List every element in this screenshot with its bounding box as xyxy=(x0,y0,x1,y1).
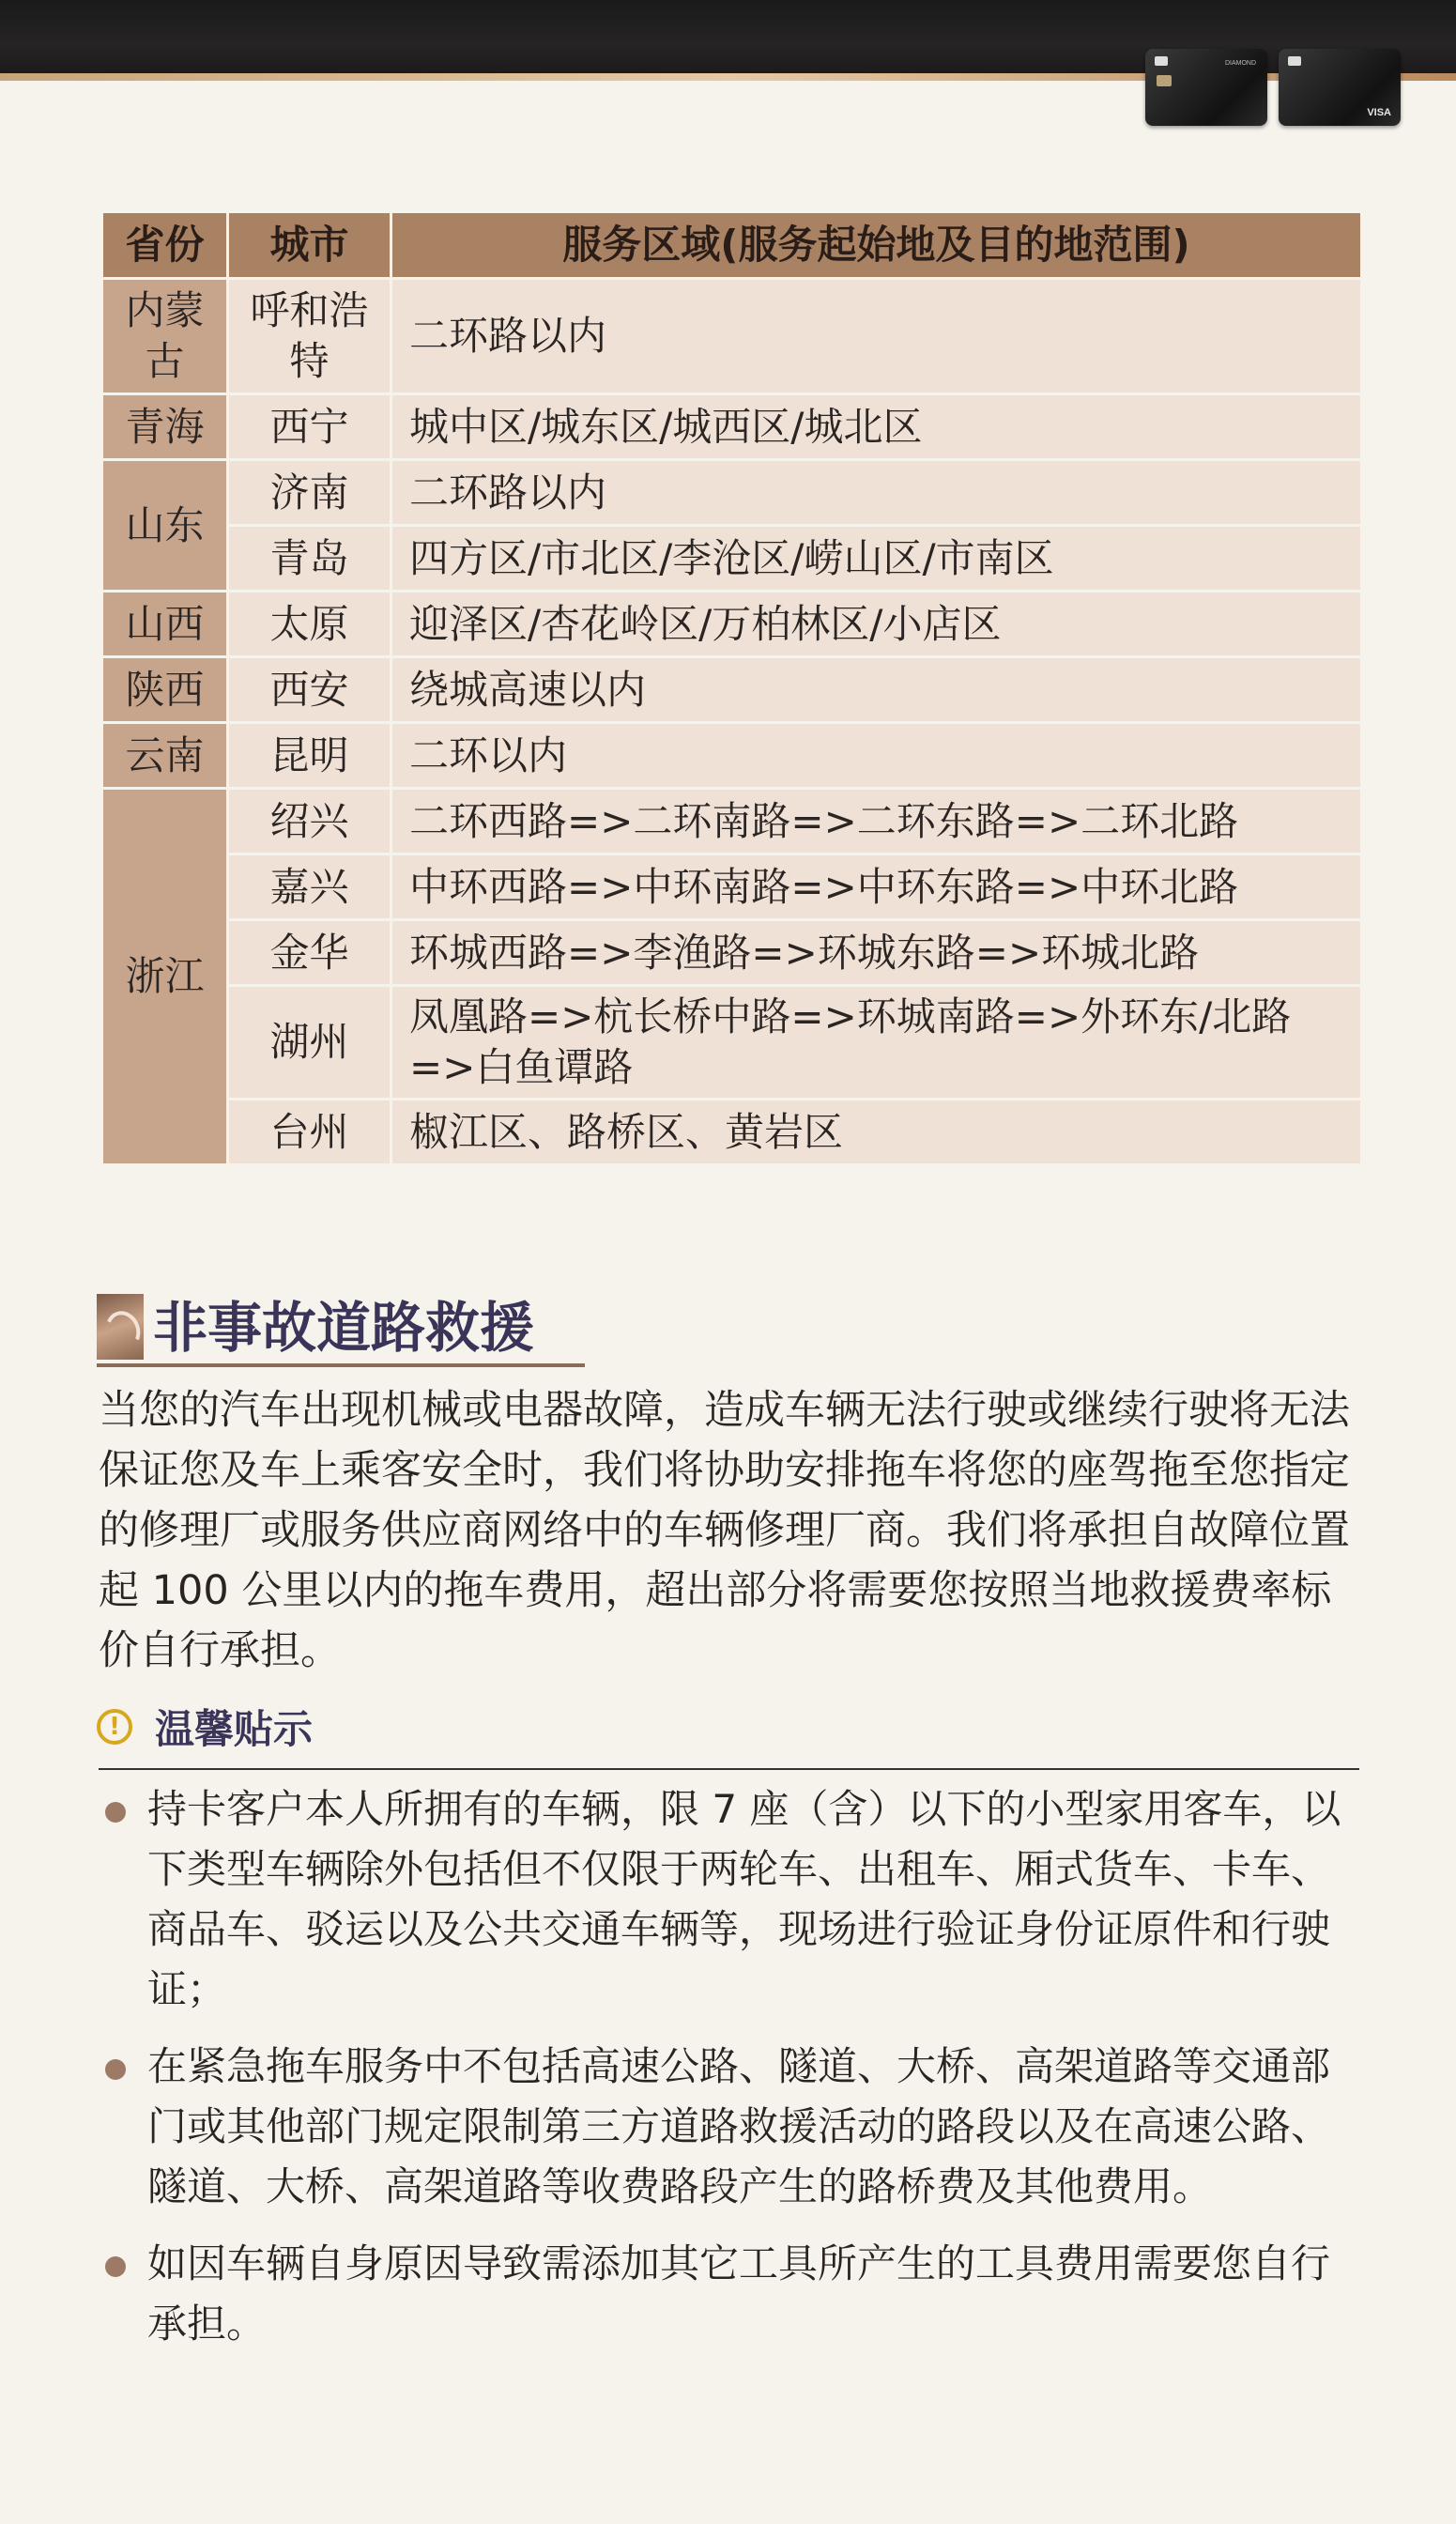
province-cell: 云南 xyxy=(102,723,228,789)
bullet-dot-icon xyxy=(105,1802,126,1823)
tip-text: 持卡客户本人所拥有的车辆，限 7 座（含）以下的小型家用客车，以下类型车辆除外包括但不仅限于两轮车、出租车、厢式货车、卡车、商品车、驳运以及公共交通车辆等，现场进行验证身份证原件和行驶证； xyxy=(147,1786,1341,2012)
city-cell: 西宁 xyxy=(228,394,391,460)
header-service-area: 服务区域(服务起始地及目的地范围) xyxy=(391,212,1362,279)
section-paragraph: 当您的汽车出现机械或电器故障，造成车辆无法行驶或继续行驶将无法保证您及车上乘客安全时，我们将协助安排拖车将您的座驾拖至您指定的修理厂或服务供应商网络中的车辆修理厂商。我们将承担自故障位置起 100 公里以内的拖车费用，超出部分将需要您按照当地救援费率标价自行承担。 xyxy=(99,1387,1350,1674)
table-row xyxy=(102,526,1362,592)
tip-text: 如因车辆自身原因导致需添加其它工具所产生的工具费用需要您自行承担。 xyxy=(147,2240,1331,2347)
table-row xyxy=(102,789,1362,854)
city-cell: 呼和浩特 xyxy=(228,279,391,394)
table-row xyxy=(102,920,1362,986)
list-item xyxy=(103,1779,1361,2020)
table-row xyxy=(102,854,1362,920)
city-cell: 太原 xyxy=(228,592,391,657)
tips-title: 温馨贴示 xyxy=(155,1706,314,1752)
service-area-table xyxy=(100,210,1363,1166)
visa-logo: VISA xyxy=(1367,107,1391,118)
province-cell: 内蒙古 xyxy=(102,279,228,394)
city-cell: 嘉兴 xyxy=(228,854,391,920)
table-row xyxy=(102,657,1362,723)
city-cell: 昆明 xyxy=(228,723,391,789)
tips-list xyxy=(103,1779,1361,2371)
area-cell: 四方区/市北区/李沧区/崂山区/市南区 xyxy=(391,526,1362,592)
area-cell: 绕城高速以内 xyxy=(391,657,1362,723)
province-cell: 浙江 xyxy=(102,789,228,1165)
exclamation-icon: ! xyxy=(97,1709,132,1745)
card-tier-label: DIAMOND xyxy=(1224,60,1256,67)
bank-logo-icon xyxy=(1155,56,1168,66)
table-row xyxy=(102,723,1362,789)
header-city: 城市 xyxy=(228,212,391,279)
area-cell: 椒江区、路桥区、黄岩区 xyxy=(391,1100,1362,1165)
table-row xyxy=(102,592,1362,657)
card-chip-icon xyxy=(1157,75,1172,86)
city-cell: 台州 xyxy=(228,1100,391,1165)
bullet-dot-icon xyxy=(105,2059,126,2080)
card-image-visa xyxy=(1279,49,1401,126)
bullet-dot-icon xyxy=(105,2256,126,2277)
list-item xyxy=(103,2037,1361,2217)
area-cell: 城中区/城东区/城西区/城北区 xyxy=(391,394,1362,460)
card-image-diamond xyxy=(1145,49,1267,126)
area-cell: 二环西路=>二环南路=>二环东路=>二环北路 xyxy=(391,789,1362,854)
area-cell: 二环路以内 xyxy=(391,460,1362,526)
area-cell: 迎泽区/杏花岭区/万柏林区/小店区 xyxy=(391,592,1362,657)
province-cell: 山西 xyxy=(102,592,228,657)
city-cell: 湖州 xyxy=(228,986,391,1100)
city-cell: 金华 xyxy=(228,920,391,986)
title-underline xyxy=(97,1363,585,1367)
tip-text: 在紧急拖车服务中不包括高速公路、隧道、大桥、高架道路等交通部门或其他部门规定限制第三方道路救援活动的路段以及在高速公路、隧道、大桥、高架道路等收费路段产生的路桥费及其他费用。 xyxy=(147,2043,1331,2209)
province-cell: 山东 xyxy=(102,460,228,592)
list-item xyxy=(103,2234,1361,2354)
province-cell: 陕西 xyxy=(102,657,228,723)
city-cell: 青岛 xyxy=(228,526,391,592)
city-cell: 绍兴 xyxy=(228,789,391,854)
table-row xyxy=(102,986,1362,1100)
area-cell: 凤凰路=>杭长桥中路=>环城南路=>外环东/北路=>白鱼谭路 xyxy=(391,986,1362,1100)
section-title: 非事故道路救援 xyxy=(153,1296,535,1360)
table-row xyxy=(102,394,1362,460)
area-cell: 二环以内 xyxy=(391,723,1362,789)
divider xyxy=(99,1768,1359,1770)
city-cell: 济南 xyxy=(228,460,391,526)
area-cell: 环城西路=>李渔路=>环城东路=>环城北路 xyxy=(391,920,1362,986)
bank-logo-icon xyxy=(1288,56,1301,66)
section-emblem-icon xyxy=(97,1294,144,1360)
city-cell: 西安 xyxy=(228,657,391,723)
area-cell: 中环西路=>中环南路=>中环东路=>中环北路 xyxy=(391,854,1362,920)
area-cell: 二环路以内 xyxy=(391,279,1362,394)
table-row xyxy=(102,460,1362,526)
header-province: 省份 xyxy=(102,212,228,279)
province-cell: 青海 xyxy=(102,394,228,460)
table-row xyxy=(102,279,1362,394)
table-row xyxy=(102,1100,1362,1165)
